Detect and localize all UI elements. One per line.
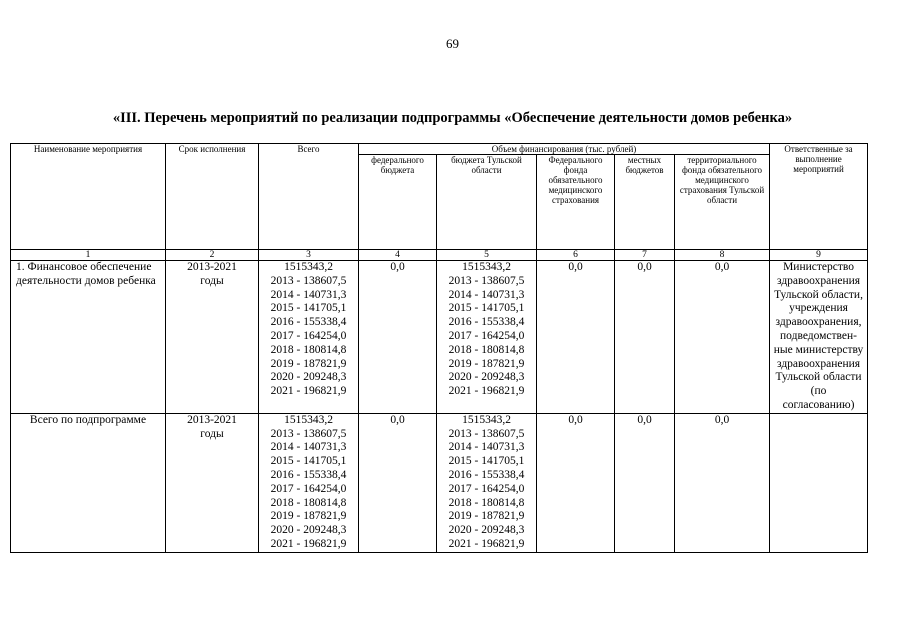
cell-line: 2019 - 187821,9 xyxy=(270,510,347,523)
column-number: 7 xyxy=(615,250,675,261)
column-number: 5 xyxy=(437,250,537,261)
cell-line: 2018 - 180814,8 xyxy=(448,343,525,356)
cell-line: 2016 - 155338,4 xyxy=(270,468,347,481)
cell-line: подведомствен- xyxy=(780,329,858,342)
table-row xyxy=(11,261,868,414)
column-number: 1 xyxy=(11,250,166,261)
cell-line: 2017 - 164254,0 xyxy=(448,329,525,342)
cell-line: здравоохранения xyxy=(776,357,861,370)
header-federal-fund: Федерального фонда обязательного медицинского страхования xyxy=(537,155,615,250)
header-responsible: Ответственные за выполнение мероприятий xyxy=(770,144,868,250)
page-title: «III. Перечень мероприятий по реализации подпрограммы «Обеспечение деятельности домов ребенка» xyxy=(112,110,793,126)
cell-line: 2021 - 196821,9 xyxy=(270,537,347,550)
header-federal: федерального бюджета xyxy=(359,155,437,250)
cell-line: 2015 - 141705,1 xyxy=(270,455,347,468)
cell-line: учреждения xyxy=(789,302,848,315)
cell-line: 2019 - 187821,9 xyxy=(270,357,347,370)
cell-line: 2016 - 155338,4 xyxy=(270,316,347,329)
header-total: Всего xyxy=(259,144,359,250)
cell-line: здравоохранения, xyxy=(775,316,862,329)
table-row xyxy=(11,413,868,552)
cell-line: 2019 - 187821,9 xyxy=(448,510,525,523)
header-regional: бюджета Тульской области xyxy=(437,155,537,250)
cell-line: 2018 - 180814,8 xyxy=(270,496,347,509)
cell-line: согласованию) xyxy=(782,398,855,411)
cell-line: 2015 - 141705,1 xyxy=(270,302,347,315)
cell-line: 2017 - 164254,0 xyxy=(270,329,347,342)
column-number: 9 xyxy=(770,250,868,261)
header-financing-group: Объем финансирования (тыс. рублей) xyxy=(359,144,770,155)
cell-line: ные министерству xyxy=(773,343,864,356)
cell-line: 2013 - 138607,5 xyxy=(448,274,525,287)
header-territorial-fund: территориального фонда обязательного медицинского страхования Тульской области xyxy=(675,155,770,250)
cell-line: Тульской области xyxy=(775,371,862,384)
cell-line: 2020 - 209248,3 xyxy=(270,371,347,384)
cell-line: 2014 - 140731,3 xyxy=(448,288,525,301)
local-cell: 0,0 xyxy=(615,261,675,414)
cell-line: 1515343,2 xyxy=(284,413,333,426)
cell-line: 2016 - 155338,4 xyxy=(448,468,525,481)
total-cell xyxy=(259,261,359,414)
activities-table xyxy=(10,143,868,553)
activity-name: 1. Финансовое обеспечение деятельности домов ребенка xyxy=(11,261,166,414)
cell-line: 2014 - 140731,3 xyxy=(270,288,347,301)
column-number: 6 xyxy=(537,250,615,261)
header-name: Наименование мероприятия xyxy=(11,144,166,250)
column-number-row xyxy=(11,250,868,261)
cell-line: 2021 - 196821,9 xyxy=(448,537,525,550)
local-cell: 0,0 xyxy=(615,413,675,552)
column-number: 4 xyxy=(359,250,437,261)
cell-line: 2019 - 187821,9 xyxy=(448,357,525,370)
cell-line: 2015 - 141705,1 xyxy=(448,302,525,315)
cell-line: 2018 - 180814,8 xyxy=(448,496,525,509)
column-number: 2 xyxy=(166,250,259,261)
federal-cell: 0,0 xyxy=(359,261,437,414)
header-term: Срок исполнения xyxy=(166,144,259,250)
federal-fund-cell: 0,0 xyxy=(537,413,615,552)
page-number: 69 xyxy=(446,36,459,51)
cell-line: 1515343,2 xyxy=(284,261,333,273)
activity-name: Всего по подпрограмме xyxy=(11,413,166,552)
federal-fund-cell: 0,0 xyxy=(537,261,615,414)
cell-line: 2021 - 196821,9 xyxy=(270,385,347,398)
cell-line: 2020 - 209248,3 xyxy=(448,371,525,384)
responsible-cell xyxy=(770,413,868,552)
territorial-fund-cell: 0,0 xyxy=(675,413,770,552)
cell-line: 2017 - 164254,0 xyxy=(270,482,347,495)
cell-line: здравоохранения xyxy=(776,274,861,287)
territorial-fund-cell: 0,0 xyxy=(675,261,770,414)
cell-line: (по xyxy=(810,385,827,398)
cell-line: 2020 - 209248,3 xyxy=(270,524,347,537)
regional-cell xyxy=(437,261,537,414)
cell-line: Министерство xyxy=(783,261,854,273)
term-cell: 2013-2021 годы xyxy=(166,413,259,552)
federal-cell: 0,0 xyxy=(359,413,437,552)
cell-line: 2017 - 164254,0 xyxy=(448,482,525,495)
cell-line: Тульской области, xyxy=(774,288,863,301)
total-cell xyxy=(259,413,359,552)
column-number: 8 xyxy=(675,250,770,261)
regional-cell xyxy=(437,413,537,552)
cell-line: 2021 - 196821,9 xyxy=(448,385,525,398)
cell-line: 2014 - 140731,3 xyxy=(270,441,347,454)
term-cell: 2013-2021 годы xyxy=(166,261,259,414)
cell-line: 2013 - 138607,5 xyxy=(270,427,347,440)
cell-line: 2013 - 138607,5 xyxy=(448,427,525,440)
cell-line: 2013 - 138607,5 xyxy=(270,274,347,287)
header-local: местных бюджетов xyxy=(615,155,675,250)
responsible-cell xyxy=(770,261,868,414)
cell-line: 2018 - 180814,8 xyxy=(270,343,347,356)
cell-line: 1515343,2 xyxy=(462,413,511,426)
cell-line: 2016 - 155338,4 xyxy=(448,316,525,329)
cell-line: 1515343,2 xyxy=(462,261,511,273)
cell-line: 2014 - 140731,3 xyxy=(448,441,525,454)
column-number: 3 xyxy=(259,250,359,261)
cell-line: 2020 - 209248,3 xyxy=(448,524,525,537)
cell-line: 2015 - 141705,1 xyxy=(448,455,525,468)
